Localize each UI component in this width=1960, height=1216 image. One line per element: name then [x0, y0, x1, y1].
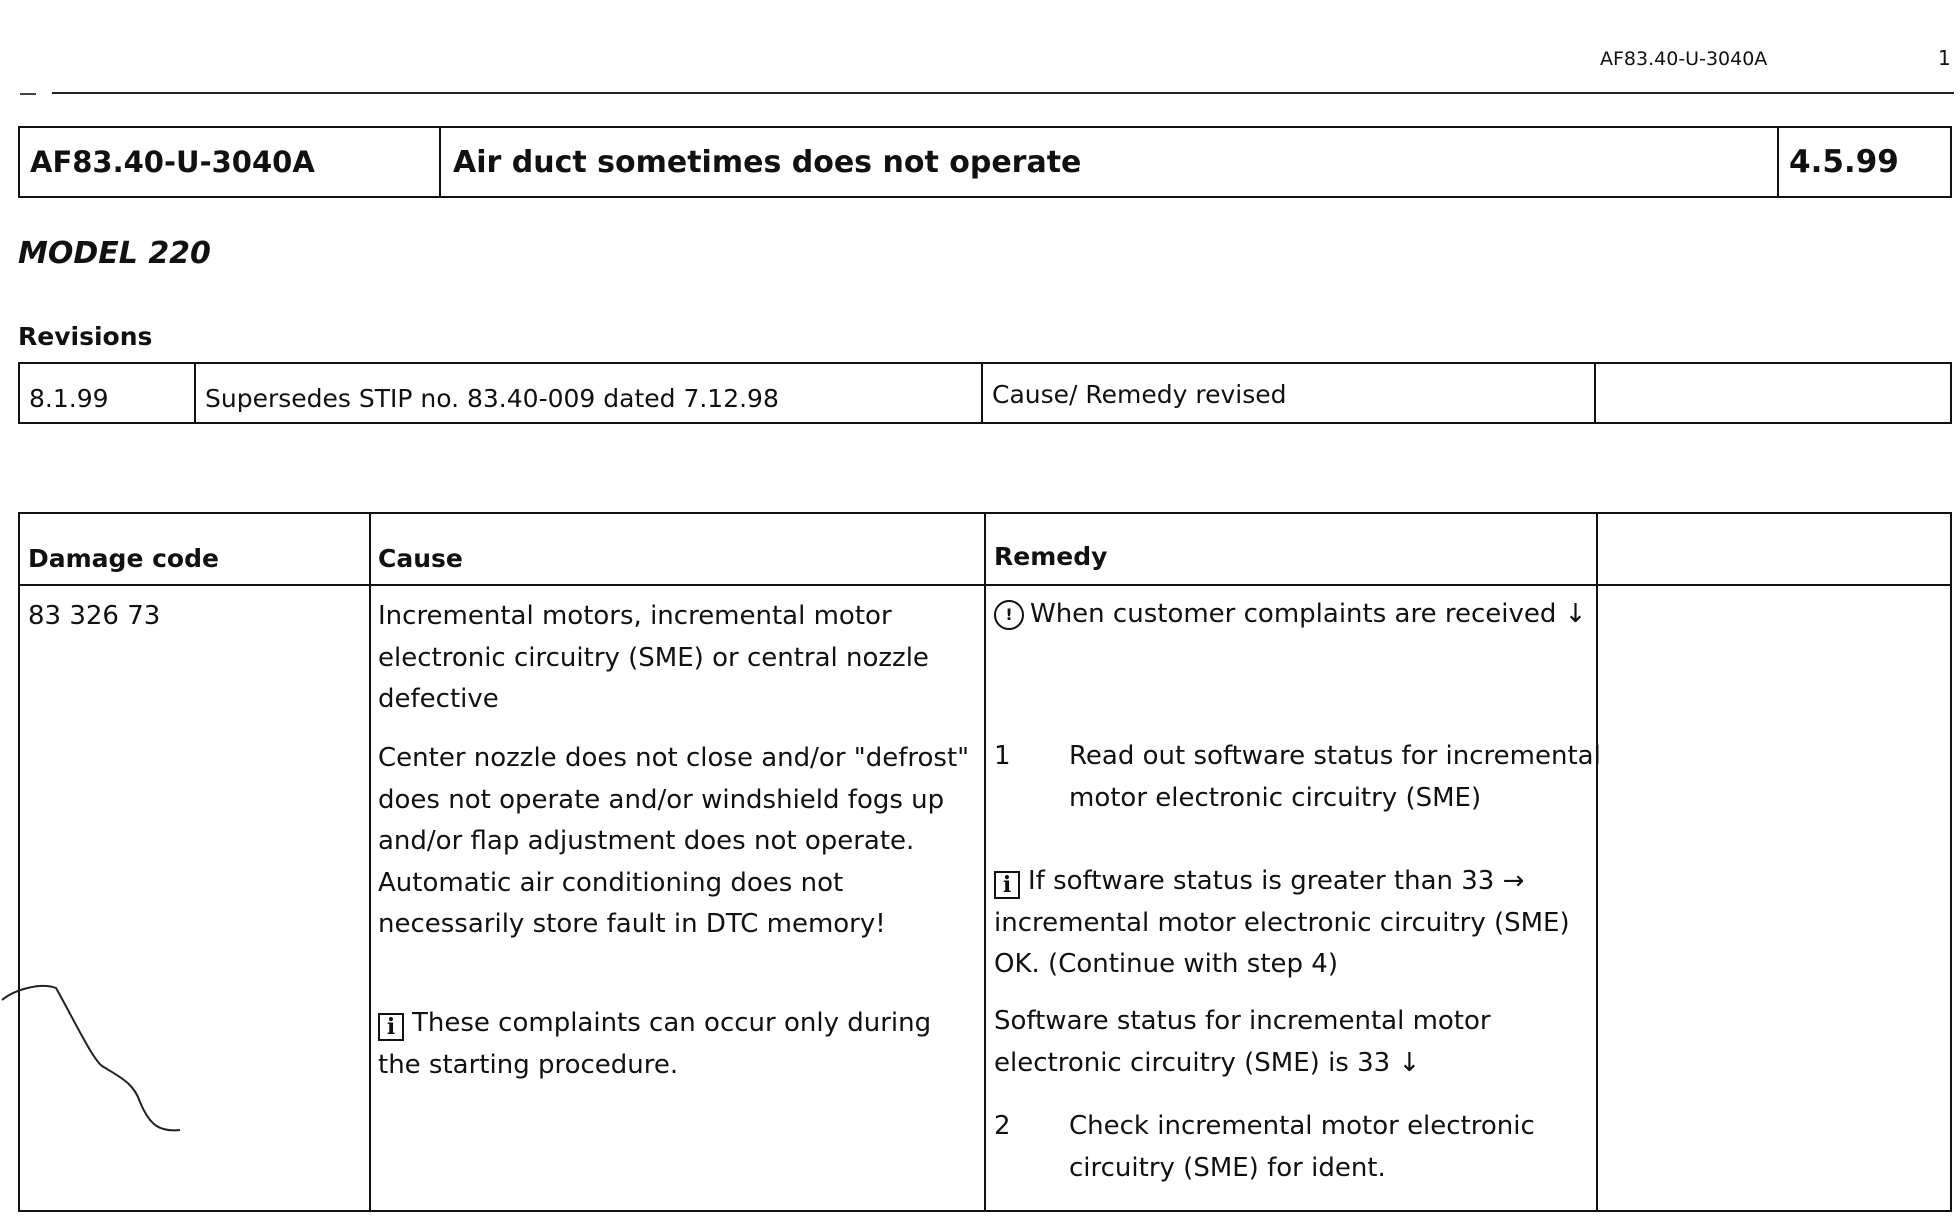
revisions-label: Revisions — [18, 322, 153, 351]
info-icon: i — [994, 871, 1020, 899]
page-number: 1 — [1938, 46, 1951, 70]
remedy-intro-text: When customer complaints are received ↓ — [1030, 599, 1587, 629]
remedy-info-text: If software status is greater than 33 → incremental motor electronic circuitry (SME) OK. (Continue with step 4) — [994, 866, 1570, 979]
title-text: Air duct sometimes does not operate — [441, 128, 1779, 196]
title-date: 4.5.99 — [1789, 144, 1899, 180]
info-icon: i — [378, 1013, 404, 1041]
step-text: Read out software status for incremental motor electronic circuitry (SME) — [1069, 741, 1601, 813]
damage-code-value: 83 326 73 — [28, 601, 161, 631]
pointer-icon: ! — [994, 600, 1024, 630]
step-number: 2 — [994, 1111, 1011, 1141]
step-text: Check incremental motor electronic circuitry (SME) for ident. — [1069, 1111, 1535, 1183]
header-remedy: Remedy — [994, 542, 1108, 571]
header-doc-code: AF83.40-U-3040A — [1600, 48, 1768, 70]
remedy-status-line: Software status for incremental motor electronic circuitry (SME) is 33 ↓ — [994, 1006, 1491, 1078]
header-damage-code: Damage code — [28, 544, 219, 573]
cause-primary: Incremental motors, incremental motor electronic circuitry (SME) or central nozzle defective — [378, 601, 929, 714]
cause-symptoms: Center nozzle does not close and/or "defrost" does not operate and/or windshield fogs up and/or flap adjustment does not operate. Automatic air conditioning does not necessarily store fault in DTC memory! — [378, 743, 970, 939]
title-code: AF83.40-U-3040A — [20, 128, 441, 196]
step-number: 1 — [994, 741, 1011, 771]
header-cause: Cause — [378, 544, 463, 573]
model-heading: MODEL 220 — [18, 236, 211, 271]
cause-note-text: These complaints can occur only during the starting procedure. — [378, 1008, 932, 1080]
revision-change: Cause/ Remedy revised — [983, 364, 1596, 422]
revision-description: Supersedes STIP no. 83.40-009 dated 7.12.98 — [196, 364, 983, 422]
revision-date: 8.1.99 — [20, 364, 196, 422]
